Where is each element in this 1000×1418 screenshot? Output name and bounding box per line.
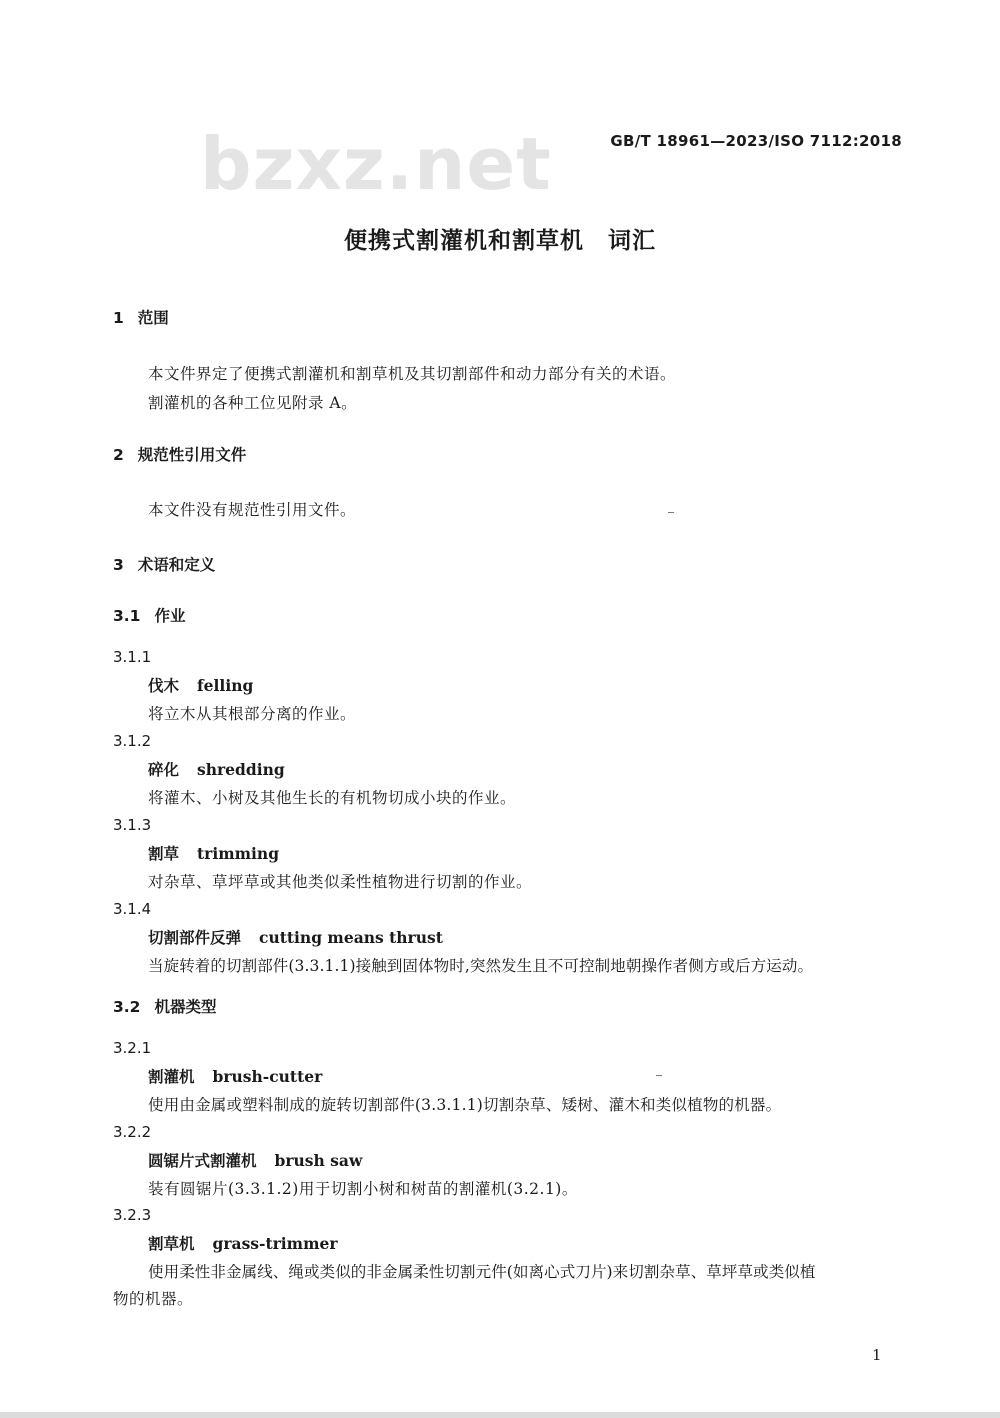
section-title: 机器类型 (154, 998, 217, 1016)
term-zh: 切割部件反弹 (148, 928, 242, 947)
section-number: 2 (113, 446, 124, 464)
section-title: 作业 (154, 607, 186, 625)
term-number: 3.1.1 (113, 648, 152, 666)
term-definition-continued: 物的机器。 (113, 1290, 194, 1308)
term-zh: 伐木 (148, 676, 180, 695)
term-number: 3.2.3 (113, 1206, 152, 1224)
term-definition: 使用由金属或塑料制成的旋转切割部件(3.3.1.1)切割杂草、矮树、灌木和类似植物的机器。 (148, 1096, 782, 1114)
term-entry (148, 1236, 338, 1252)
term-en: grass-trimmer (212, 1234, 338, 1253)
term-en: brush-cutter (212, 1067, 323, 1086)
term-en: felling (197, 676, 254, 695)
term-number: 3.2.2 (113, 1123, 152, 1141)
section-number: 3 (113, 556, 124, 574)
standard-code: GB/T 18961—2023/ISO 7112:2018 (610, 132, 902, 150)
section-title: 规范性引用文件 (137, 446, 247, 464)
section-2-heading (113, 448, 246, 464)
term-entry (148, 678, 253, 694)
term-definition: 装有圆锯片(3.3.1.2)用于切割小树和树苗的割灌机(3.2.1)。 (148, 1180, 578, 1198)
subsection-3-1-heading (113, 609, 185, 625)
scan-mark (668, 512, 674, 513)
term-en: shredding (197, 760, 285, 779)
term-zh: 割草 (148, 844, 180, 863)
section-number: 3.2 (113, 998, 141, 1016)
term-en: trimming (197, 844, 280, 863)
section-number: 1 (113, 309, 124, 327)
document-title: 便携式割灌机和割草机 词汇 (344, 228, 656, 254)
subsection-3-2-heading (113, 1000, 216, 1016)
term-definition: 对杂草、草坪草或其他类似柔性植物进行切割的作业。 (148, 873, 533, 891)
term-number: 3.1.4 (113, 900, 152, 918)
term-entry (148, 1153, 362, 1169)
term-definition: 使用柔性非金属线、绳或类似的非金属柔性切割元件(如离心式刀片)来切割杂草、草坪草或类似植 (148, 1263, 816, 1281)
term-number: 3.1.2 (113, 732, 152, 750)
term-entry (148, 930, 443, 946)
term-en: brush saw (274, 1151, 363, 1170)
term-definition: 当旋转着的切割部件(3.3.1.1)接触到固体物时,突然发生且不可控制地朝操作者侧方或后方运动。 (148, 957, 814, 975)
term-number: 3.2.1 (113, 1039, 152, 1057)
scan-mark (656, 1075, 662, 1076)
term-definition: 将灌木、小树及其他生长的有机物切成小块的作业。 (148, 789, 517, 807)
paragraph: 本文件界定了便携式割灌机和割草机及其切割部件和动力部分有关的术语。 (148, 365, 677, 383)
page-number: 1 (872, 1346, 882, 1364)
page-bottom-edge (0, 1412, 1000, 1418)
term-number: 3.1.3 (113, 816, 152, 834)
section-1-heading (113, 311, 169, 327)
term-en: cutting means thrust (259, 928, 443, 947)
term-zh: 割草机 (148, 1234, 195, 1253)
term-zh: 割灌机 (148, 1067, 195, 1086)
section-3-heading (113, 558, 215, 574)
section-title: 范围 (137, 309, 169, 327)
paragraph: 本文件没有规范性引用文件。 (148, 501, 357, 519)
term-entry (148, 1069, 322, 1085)
section-number: 3.1 (113, 607, 141, 625)
watermark: bzxz.net (200, 122, 552, 206)
paragraph: 割灌机的各种工位见附录 A。 (148, 394, 358, 412)
term-definition: 将立木从其根部分离的作业。 (148, 705, 357, 723)
term-entry (148, 846, 279, 862)
term-zh: 碎化 (148, 760, 180, 779)
section-title: 术语和定义 (137, 556, 216, 574)
term-zh: 圆锯片式割灌机 (148, 1151, 257, 1170)
term-entry (148, 762, 285, 778)
